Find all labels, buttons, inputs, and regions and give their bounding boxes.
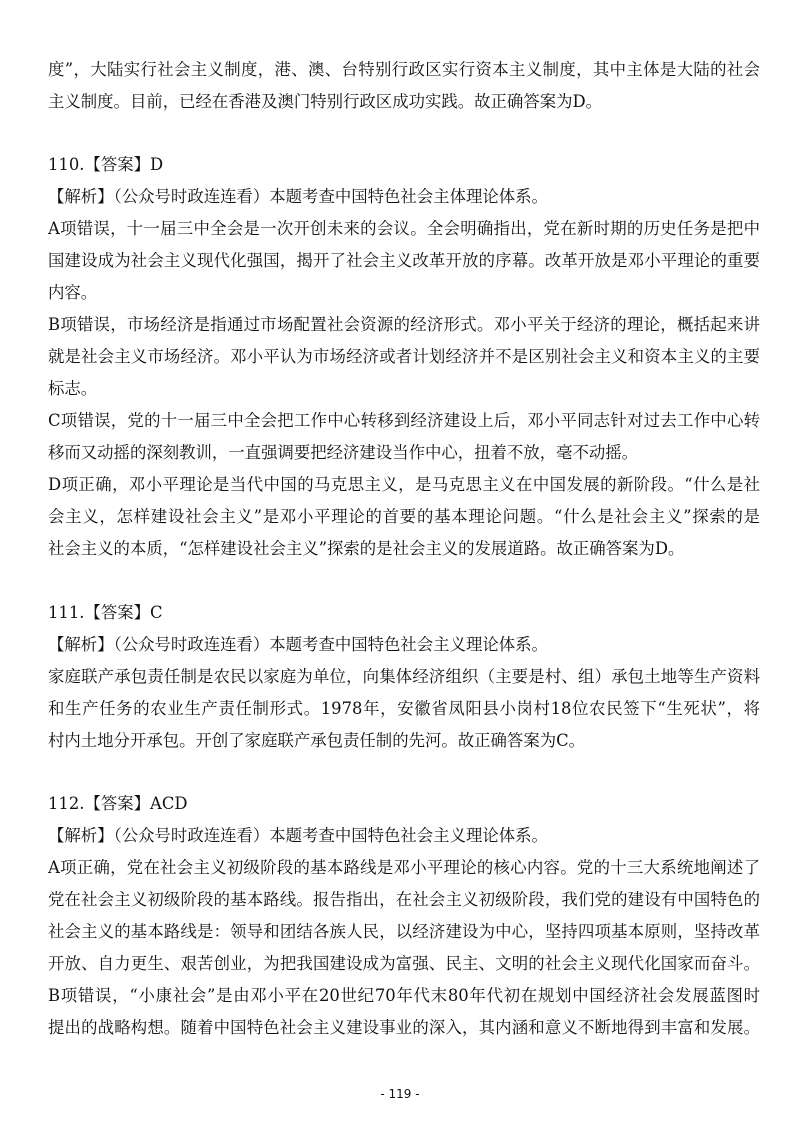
text-line: 度”，大陆实行社会主义制度，港、澳、台特别行政区实行资本主义制度，其中主体是大陆的社会 bbox=[48, 60, 760, 79]
text-line: 家庭联产承包责任制是农民以家庭为单位，向集体经济组织（主要是村、组）承包土地等生产资料 bbox=[48, 667, 760, 686]
text-line: 提出的战略构想。随着中国特色社会主义建设事业的深入，其内涵和意义不断地得到丰富和发展。 bbox=[48, 1018, 760, 1037]
text-line: 党在社会主义初级阶段的基本路线。报告指出，在社会主义初级阶段，我们党的建设有中国特色的 bbox=[48, 890, 760, 909]
text-line: D项正确，邓小平理论是当代中国的马克思主义，是马克思主义在中国发展的新阶段。“什么是社 bbox=[48, 475, 760, 494]
analysis-heading: 【解析】（公众号时政连连看）本题考查中国特色社会主义理论体系。 bbox=[48, 635, 548, 654]
text-line: C项错误，党的十一届三中全会把工作中心转移到经济建设上后，邓小平同志针对过去工作中心转 bbox=[48, 411, 760, 430]
text-line: 和生产任务的农业生产责任制形式。1978年，安徽省凤阳县小岗村18位农民签下“生死状”，将 bbox=[48, 699, 760, 718]
answer-heading-110: 110.【答案】D bbox=[48, 155, 164, 174]
answer-heading-111: 111.【答案】C bbox=[48, 603, 163, 622]
answer-heading-112: 112.【答案】ACD bbox=[48, 794, 188, 813]
text-line: 会主义，怎样建设社会主义”是邓小平理论的首要的基本理论问题。“什么是社会主义”探索的是 bbox=[48, 507, 760, 526]
text-line: 标志。 bbox=[48, 379, 98, 398]
text-line: A项错误，十一届三中全会是一次开创未来的会议。全会明确指出，党在新时期的历史任务是把中 bbox=[48, 219, 760, 238]
text-line: 村内土地分开承包。开创了家庭联产承包责任制的先河。故正确答案为C。 bbox=[48, 731, 586, 750]
text-line: 社会主义的本质，“怎样建设社会主义”探索的是社会主义的发展道路。故正确答案为D。 bbox=[48, 539, 685, 558]
text-line: A项正确，党在社会主义初级阶段的基本路线是邓小平理论的核心内容。党的十三大系统地阐述了 bbox=[48, 858, 760, 877]
analysis-heading: 【解析】（公众号时政连连看）本题考查中国特色社会主体理论体系。 bbox=[48, 187, 548, 206]
text-line: 内容。 bbox=[48, 283, 98, 302]
text-line: 就是社会主义市场经济。邓小平认为市场经济或者计划经济并不是区别社会主义和资本主义的主要 bbox=[48, 347, 760, 366]
text-line: 移而又动摇的深刻教训，一直强调要把经济建设当作中心，扭着不放，毫不动摇。 bbox=[48, 443, 639, 462]
text-line: 开放、自力更生、艰苦创业，为把我国建设成为富强、民主、文明的社会主义现代化国家而奋斗。 bbox=[48, 954, 760, 973]
text-line: 社会主义的基本路线是：领导和团结各族人民，以经济建设为中心，坚持四项基本原则，坚持改革 bbox=[48, 922, 760, 941]
text-line: B项错误，“小康社会”是由邓小平在20世纪70年代末80年代初在规划中国经济社会发展蓝图时 bbox=[48, 986, 760, 1005]
analysis-heading: 【解析】（公众号时政连连看）本题考查中国特色社会主义理论体系。 bbox=[48, 826, 548, 845]
text-line: 国建设成为社会主义现代化强国，揭开了社会主义改革开放的序幕。改革开放是邓小平理论的重要 bbox=[48, 251, 760, 270]
text-line: B项错误，市场经济是指通过市场配置社会资源的经济形式。邓小平关于经济的理论，概括起来讲 bbox=[48, 315, 760, 334]
page-number: - 119 - bbox=[380, 1087, 420, 1101]
text-line: 主义制度。目前，已经在香港及澳门特别行政区成功实践。故正确答案为D。 bbox=[48, 92, 603, 111]
